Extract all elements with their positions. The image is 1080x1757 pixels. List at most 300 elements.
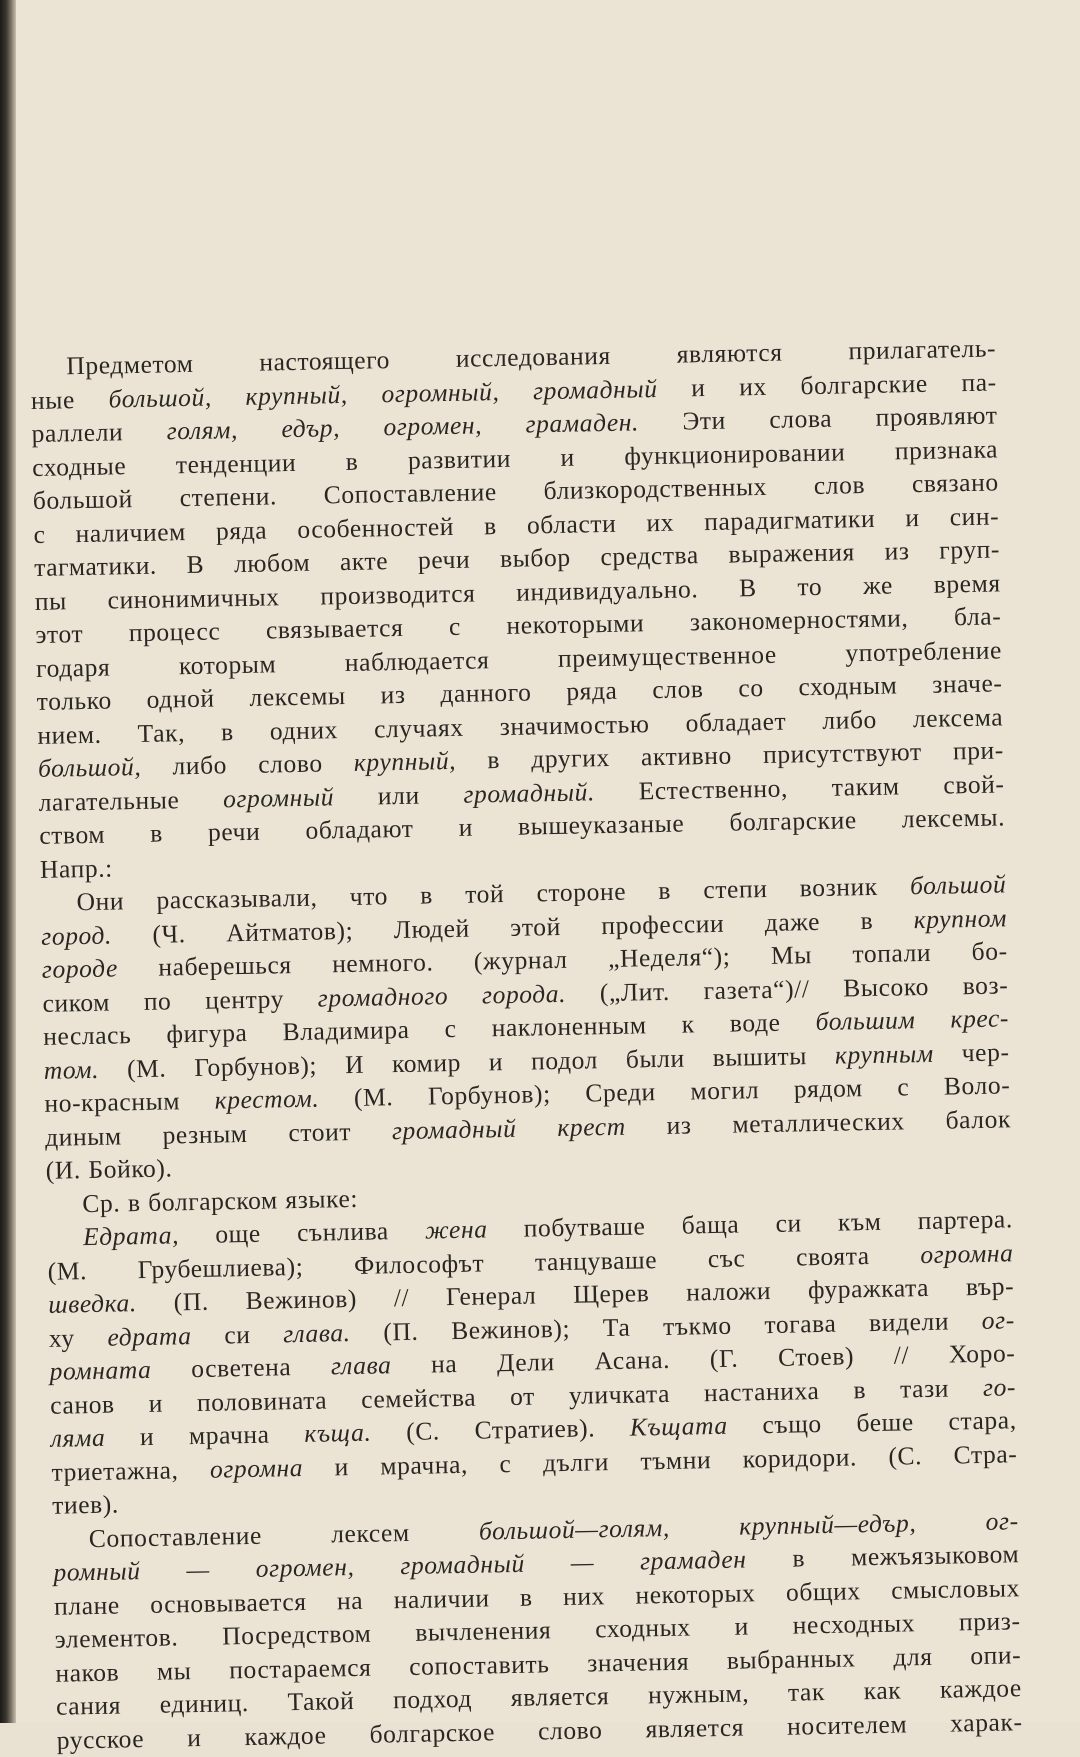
word-part: ряда [565,675,618,706]
word-part: си [775,1208,802,1238]
word [282,1013,410,1049]
word-part: их [738,371,768,401]
word [393,1682,473,1717]
word [793,1071,862,1106]
word [734,1609,749,1643]
word [82,1186,121,1220]
word [764,904,820,939]
word [543,1445,610,1480]
italic-word-part: — [186,1554,211,1585]
word-part: употребление [845,634,1003,667]
word-part: Стратиев). [474,1413,596,1445]
word-part: вър- [965,1271,1015,1302]
word-part: Естественно, [638,773,789,805]
word-part: коридори. [742,1441,858,1474]
word-part: Сопоставление [323,477,498,510]
word [400,1547,525,1583]
word-part: при- [952,735,1005,766]
word-part: средства [600,540,700,572]
word [148,1386,163,1420]
word [152,917,186,951]
word-part: наличием [75,516,187,548]
word [897,1070,910,1104]
word-part: Посредством [221,1618,372,1651]
word-part: несходных [792,1608,916,1640]
italic-word-part: грамаден [639,1544,747,1576]
word-part: чер- [961,1036,1010,1067]
word [340,544,389,578]
word-part: но-красным [44,1086,181,1118]
word-part: или [377,780,420,810]
italic-word-part: — [570,1547,595,1577]
word [179,647,277,682]
word [732,1104,905,1141]
word-part: что [349,881,389,911]
italic-word-part: ог- [985,1505,1019,1536]
word-part: каждое [939,1673,1023,1704]
word [56,1722,144,1757]
italic-word-part: большим [815,1005,916,1037]
word [150,817,163,851]
word [869,1304,950,1339]
word-part: Так, [137,717,186,748]
word [808,1271,930,1307]
word [487,743,500,777]
word-part: Воло- [943,1070,1011,1101]
word [531,1043,598,1078]
word-part: речи [207,816,261,847]
word [258,746,323,781]
word-part: либо [172,750,228,781]
word-part: и [734,1611,750,1641]
word [558,637,777,675]
word [288,1114,351,1149]
word-part: могил [690,1075,760,1106]
word [961,365,997,399]
word [704,1374,820,1410]
word-part: газета“)// [703,973,810,1005]
word-part: слов [652,674,704,705]
italic-word-part: го- [982,1371,1017,1402]
word [792,1606,915,1642]
word-part: любом [233,547,311,579]
word-part: видели [868,1306,950,1337]
word [440,675,532,710]
word [814,468,866,502]
word [31,383,76,417]
word-part: от [509,1381,536,1411]
word [157,1654,192,1688]
italic-word-part: грамаден. [525,407,640,439]
word-part: тази [899,1373,950,1403]
word-part: Дели [496,1347,556,1378]
word-part: и [488,1046,504,1076]
word-part: своята [795,1240,870,1271]
word-part: подол [530,1044,599,1076]
word [510,1379,535,1413]
word-part: тагматики. [33,550,158,582]
word-part: Философът [353,1247,485,1280]
word-part: общих [785,1575,862,1607]
italic-word-part: крупный, [353,745,457,777]
word-part: большой [32,484,134,515]
word-part: значе- [931,668,1003,699]
word [137,716,185,750]
word [954,599,1002,633]
word [945,1102,1011,1137]
word-part: В [186,549,205,580]
word-part: Горбунов); [427,1079,552,1111]
word-part: одних [269,714,339,745]
word [393,911,470,946]
word [49,1353,152,1388]
word-part: парадигматики [703,503,876,536]
word-part: этот [35,619,84,649]
word-part: металлических [732,1105,905,1139]
word [428,1077,551,1113]
word [527,506,617,541]
word [369,1715,495,1751]
word [658,874,671,908]
word [281,411,340,446]
word [162,1116,248,1151]
word [38,783,179,819]
word [648,1676,750,1711]
word-part: исследования [455,340,612,373]
word-part: некоторыми [506,608,645,640]
word [34,549,157,585]
word [950,1001,1009,1036]
word-part: на [430,1348,458,1379]
word-part: для [893,1641,933,1672]
word-part: наберешься [158,950,292,982]
word-part: и [186,1722,202,1752]
word-part: к [681,1009,696,1039]
word [449,610,462,644]
italic-word-part: огромен, [383,410,483,442]
word [891,1571,1020,1607]
word-part: языке: [285,1183,359,1214]
word [516,572,699,609]
word [966,1269,1015,1303]
word-part: опи- [970,1639,1022,1670]
word-part: со [738,672,764,703]
word [245,377,348,412]
word [587,1644,690,1679]
word-part: (С. [888,1440,923,1471]
word [961,1035,1009,1069]
word-part: активно [640,740,733,772]
word [383,1314,419,1348]
word [140,1420,155,1454]
word [172,748,227,783]
word-part: сходные [31,450,127,482]
word [646,505,674,539]
word-part: в [483,510,498,540]
word [884,534,910,568]
word [323,475,497,512]
word [763,735,922,772]
word [415,1613,552,1649]
word-part: Людей [393,913,471,944]
word [506,606,644,642]
word [500,541,571,576]
word [685,704,786,739]
word [349,879,388,913]
word [378,778,420,812]
word [255,1550,354,1585]
word [146,682,215,717]
word-part: настоящего [259,345,391,377]
word [48,1286,137,1321]
word [913,700,1004,735]
word [221,715,234,749]
word-part: преимущественное [557,639,778,673]
word [944,1068,1011,1103]
word [853,1373,866,1407]
word-part: стоит [288,1116,352,1147]
word [45,1119,122,1154]
word [458,811,473,845]
word [150,1584,307,1620]
word [712,1039,807,1074]
word-part: па- [961,366,997,397]
word [971,934,1008,968]
italic-word-part: большой [909,869,1007,901]
word [638,771,788,807]
italic-word-part: городе [41,953,119,984]
word-part: Сопоставление [88,1520,263,1553]
word [704,501,876,538]
word [762,1407,822,1442]
word-part: наличии [393,1582,490,1614]
word [214,1082,319,1118]
word-part: Вежинов); [450,1313,571,1345]
word-part: ху [48,1322,75,1353]
word [187,1720,202,1754]
word-part: в [345,446,359,476]
word [88,1151,173,1186]
word [729,803,857,839]
word [499,707,649,743]
word-part: уличката [568,1378,671,1410]
word-part: рассказывали, [156,882,318,915]
word-part: производится [320,577,476,610]
word [446,1278,537,1313]
word [689,601,908,639]
word [893,1639,933,1673]
word-part: Та [602,1312,631,1342]
word [222,1617,372,1653]
word-part: (М. [47,1255,88,1286]
word [158,948,292,984]
italic-word-part: едрата [107,1320,192,1352]
word-part: Грубешлиева); [137,1251,304,1284]
word [815,1003,915,1038]
word [331,1348,392,1383]
word [266,611,404,647]
word-part: области [526,508,617,539]
word-part: возник [799,871,878,903]
italic-word-part: глава. [282,1317,351,1348]
word [933,566,1001,601]
word [703,872,768,907]
italic-word-part: едър, [281,413,341,444]
word-part: Асана. [594,1344,671,1376]
word [354,1080,394,1114]
word-part: диным [44,1120,122,1152]
word [189,1418,270,1453]
word-part: Среди [585,1077,657,1108]
word-part: (М. [353,1082,394,1112]
word-part: (П. [173,1286,210,1317]
word-part: Щерев [572,1278,650,1309]
word-part: болгарские [729,805,857,837]
word-part: с [448,611,462,642]
word [39,818,105,853]
word [543,470,767,508]
word [55,1655,119,1690]
word [630,1409,729,1444]
word-part: танцуваше [534,1244,658,1276]
word-part: партера. [917,1204,1014,1236]
word [520,1580,533,1614]
word [788,1675,826,1709]
word-part: немного. [331,947,434,979]
word [624,435,846,473]
word [962,968,1008,1002]
italic-word-part: крупным [834,1038,935,1070]
word [764,1306,837,1341]
word [510,909,561,943]
word-part: время [933,567,1001,599]
word-part: и [905,502,920,532]
word [406,1414,440,1448]
word [223,780,335,816]
word [229,1650,372,1686]
word-part: элементов. [54,1622,179,1654]
word-part: так [787,1676,826,1707]
word [573,1276,650,1311]
word [913,901,1007,936]
word [409,1647,550,1683]
word [895,432,999,467]
word [557,1109,626,1144]
word [645,1710,744,1745]
word-part: нием. [37,719,102,750]
word [75,515,186,551]
word [775,1206,802,1240]
word-part: по [143,985,172,1016]
word [703,972,810,1008]
word-part: же [862,569,894,600]
word [35,584,68,618]
italic-word-part: голям, [166,415,239,446]
word [538,1713,603,1748]
word-part: топали [852,937,932,969]
word-part: Высоко [842,971,930,1003]
word [595,1611,691,1646]
word [682,404,726,438]
word [875,398,997,434]
word-part: рядом [793,1073,863,1104]
word-part: мрачна [188,1419,270,1451]
italic-word-part: большой, [108,382,213,413]
word [44,1052,100,1087]
word-part: харак- [949,1706,1023,1738]
word [863,568,893,602]
word-part: резным [162,1118,248,1150]
word [456,339,612,375]
word [800,366,928,402]
word [797,569,822,603]
word [76,884,124,918]
word-part: тиев). [51,1489,120,1520]
word [31,415,123,450]
word-part: и [148,1388,164,1418]
word-part: В [738,572,757,602]
word-part: в [149,818,164,848]
word-part: выражения [728,537,856,569]
word [107,580,280,617]
word [304,1416,372,1451]
word [739,1506,917,1543]
word-part: Горбунов); [194,1050,318,1082]
word [822,702,877,737]
word-part: Хоро- [948,1338,1016,1369]
word [531,741,610,776]
word-part: в [220,716,235,746]
word [159,1686,249,1721]
italic-word-part: крест [557,1111,626,1142]
word [787,1707,908,1743]
word [408,441,512,476]
word [940,1671,1023,1706]
word [603,1310,631,1344]
word [953,1437,1017,1472]
word [166,413,238,448]
word-part: балок [945,1103,1012,1135]
word-part: побутваше [523,1211,646,1243]
word-part: настаниха [703,1375,820,1407]
word-part: в [853,1374,867,1404]
word [943,767,1005,802]
word [305,812,414,848]
word-part: развитии [407,443,512,475]
word-part: либо [822,704,878,735]
italic-word-part: большой—голям, [478,1512,671,1546]
word-part: обладают [305,813,414,845]
word-part: близкородственных [543,471,768,506]
word-part: („Лит. [599,976,671,1007]
word-part: речи [417,544,471,575]
word-part: болгарское [369,1716,496,1749]
word [730,1006,781,1040]
word-part: смысловых [890,1572,1021,1605]
word [42,951,119,986]
word [37,717,102,752]
word-part: мрачна, [380,1449,469,1480]
word [128,614,220,649]
word [863,1674,901,1708]
word [54,1588,120,1623]
word-part: Предметом [66,348,194,381]
word [205,982,284,1017]
word [727,1641,856,1677]
italic-word-part: большой, [37,751,142,783]
word-part: на [336,1585,364,1615]
word [137,1249,303,1286]
